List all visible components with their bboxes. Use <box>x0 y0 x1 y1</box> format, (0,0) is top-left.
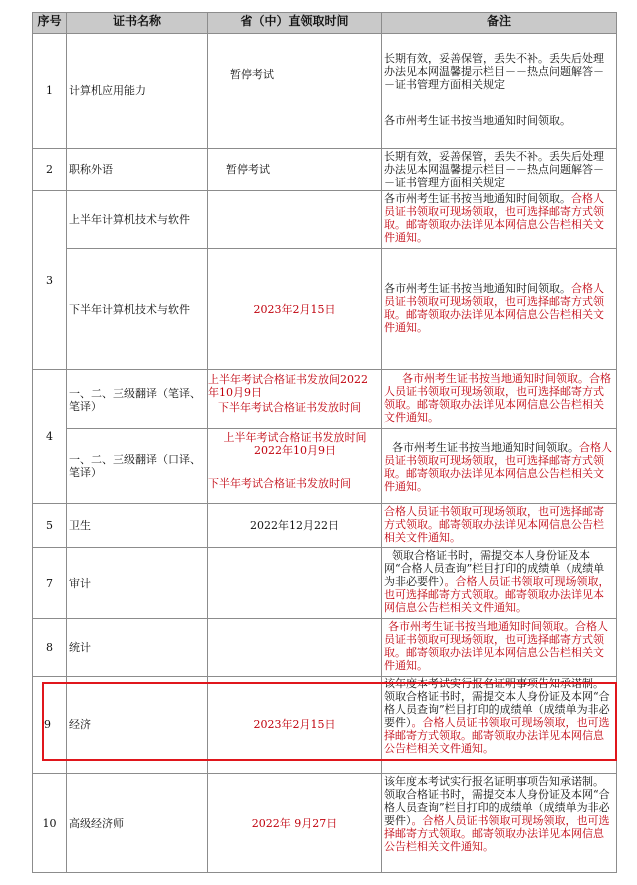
note-red: 合格人员证书领取可现场领取，也可选择邮寄方式领取。邮寄领取办法详见本网信息公告栏相关文件通知。 <box>384 282 604 334</box>
table-border <box>32 148 617 149</box>
note-red: 合格人员证书领取可现场领取，也可选择邮寄方式领取。邮寄领取办法详见本网信息公告栏相关文件通知。 <box>384 441 612 493</box>
note-black: 领取合格证书时，需提交本人身份证及本网“合格人员查询”栏目打印的成绩单（成绩单为非必要件） <box>384 549 605 588</box>
issue-time: 上半年考试合格证书发放间2022年10月9日 <box>208 373 368 399</box>
note-black: 各市州考生证书按当地通知时间领取。 <box>392 441 579 454</box>
issue-time: 上半年考试合格证书发放时间2022年10月9日 <box>223 431 367 457</box>
cert-name: 高级经济师 <box>69 817 124 830</box>
cert-name: 计算机应用能力 <box>69 84 146 97</box>
cert-name: 卫生 <box>69 519 91 532</box>
seq-cell: 1 <box>46 84 53 97</box>
note-red: 。合格人员证书领取可现场领取，也可选择邮寄方式领取。邮寄领取办法详见本网信息公告栏相关文件通知。 <box>384 716 610 755</box>
note-text <box>382 441 616 493</box>
note-text: 长期有效，妥善保管，丢失不补。丢失后处理办法见本网温馨提示栏目－－热点问题解答－－证书管理方面相关规定 <box>384 150 604 189</box>
header-name: 证书名称 <box>67 13 207 33</box>
seq-cell: 3 <box>46 274 53 287</box>
seq-cell: 7 <box>46 577 53 590</box>
note-text <box>382 192 616 244</box>
highlight-box <box>42 682 617 761</box>
table-border <box>32 503 617 504</box>
seq-cell: 10 <box>42 817 57 830</box>
seq-cell: 2 <box>46 163 53 176</box>
issue-time: 2023年2月15日 <box>253 718 336 731</box>
header-seq: 序号 <box>33 13 66 33</box>
cert-name: 上半年计算机技术与软件 <box>69 213 190 226</box>
note-red: 合格人员证书领取可现场领取，也可选择邮寄方式领取。邮寄领取办法详见本网信息公告栏相关文件通知。 <box>384 372 611 424</box>
issue-time: 暂停考试 <box>226 163 270 176</box>
header-note: 备注 <box>382 13 616 33</box>
issue-time: 2022年 9月27日 <box>251 817 338 830</box>
seq-cell: 4 <box>46 430 53 443</box>
cert-name: 审计 <box>69 577 91 590</box>
note-red: 合格人员证书领取可现场领取，也可选择邮寄方式领取。邮寄领取办法详见本网信息公告栏相关文件通知。 <box>384 192 604 244</box>
issue-time: 2023年2月15日 <box>253 303 336 316</box>
note-red: 。合格人员证书领取可现场领取，也可选择邮寄方式领取。邮寄领取办法详见本网信息公告栏相关文件通知。 <box>384 814 610 853</box>
note-black: 该年度本考试实行报名证明事项告知承诺制。领取合格证书时，需提交本人身份证及本网“合格人员查询”栏目打印的成绩单（成绩单为非必要件） <box>384 677 610 729</box>
note-text: 长期有效，妥善保管，丢失不补。丢失后处理办法见本网温馨提示栏目－－热点问题解答－－证书管理方面相关规定 <box>384 52 604 91</box>
seq-cell: 8 <box>46 641 53 654</box>
cert-name: 下半年计算机技术与软件 <box>69 303 190 316</box>
table-border <box>32 773 617 774</box>
cert-name: 经济 <box>69 718 91 731</box>
header-time: 省（中）直领取时间 <box>208 13 381 33</box>
note-red: 各市州考生证书按当地通知时间领取。 <box>388 620 575 633</box>
issue-time: 2022年12月22日 <box>250 519 339 532</box>
cert-name: 统计 <box>69 641 91 654</box>
table-border <box>32 33 617 34</box>
table-border <box>66 428 617 429</box>
issue-time: 暂停考试 <box>230 68 274 81</box>
note-red: 合格人员证书领取可现场领取，也可选择邮寄方式领取。邮寄领取办法详见本网信息公告栏相关文件通知。 <box>384 620 608 672</box>
table-border <box>66 248 617 249</box>
issue-time: 下半年考试合格证书发放时间 <box>218 401 361 414</box>
note-text: 各市州考生证书按当地通知时间领取。 <box>384 114 571 127</box>
note-red: 各市州考生证书按当地通知时间领取。 <box>402 372 589 385</box>
note-black: 各市州考生证书按当地通知时间领取。 <box>384 192 571 205</box>
seq-cell: 9 <box>44 718 51 731</box>
table-border <box>32 369 617 370</box>
note-text <box>382 775 616 853</box>
issue-time: 下半年考试合格证书发放时间 <box>208 477 351 490</box>
cert-name: 职称外语 <box>69 163 113 176</box>
note-text <box>382 549 616 614</box>
note-red: 。合格人员证书领取可现场领取，也可选择邮寄方式领取。邮寄领取办法详见本网信息公告栏相关文件通知。 <box>384 575 610 614</box>
note-text <box>382 372 616 424</box>
table-border <box>32 190 617 191</box>
note-black: 各市州考生证书按当地通知时间领取。 <box>384 282 571 295</box>
note-text <box>382 282 616 334</box>
table-border <box>32 547 617 548</box>
seq-cell: 5 <box>46 519 53 532</box>
cert-name: 一、二、三级翻译（口译、笔译） <box>69 453 201 479</box>
note-text: 合格人员证书领取可现场领取，也可选择邮寄方式领取。邮寄领取办法详见本网信息公告栏相关文件通知。 <box>384 505 604 544</box>
note-text <box>382 620 616 672</box>
cert-name: 一、二、三级翻译（笔译、笔译） <box>69 387 201 413</box>
table-border <box>32 618 617 619</box>
table-border <box>32 872 617 873</box>
note-black: 该年度本考试实行报名证明事项告知承诺制。领取合格证书时，需提交本人身份证及本网“合格人员查询”栏目打印的成绩单（成绩单为非必要件） <box>384 775 610 827</box>
